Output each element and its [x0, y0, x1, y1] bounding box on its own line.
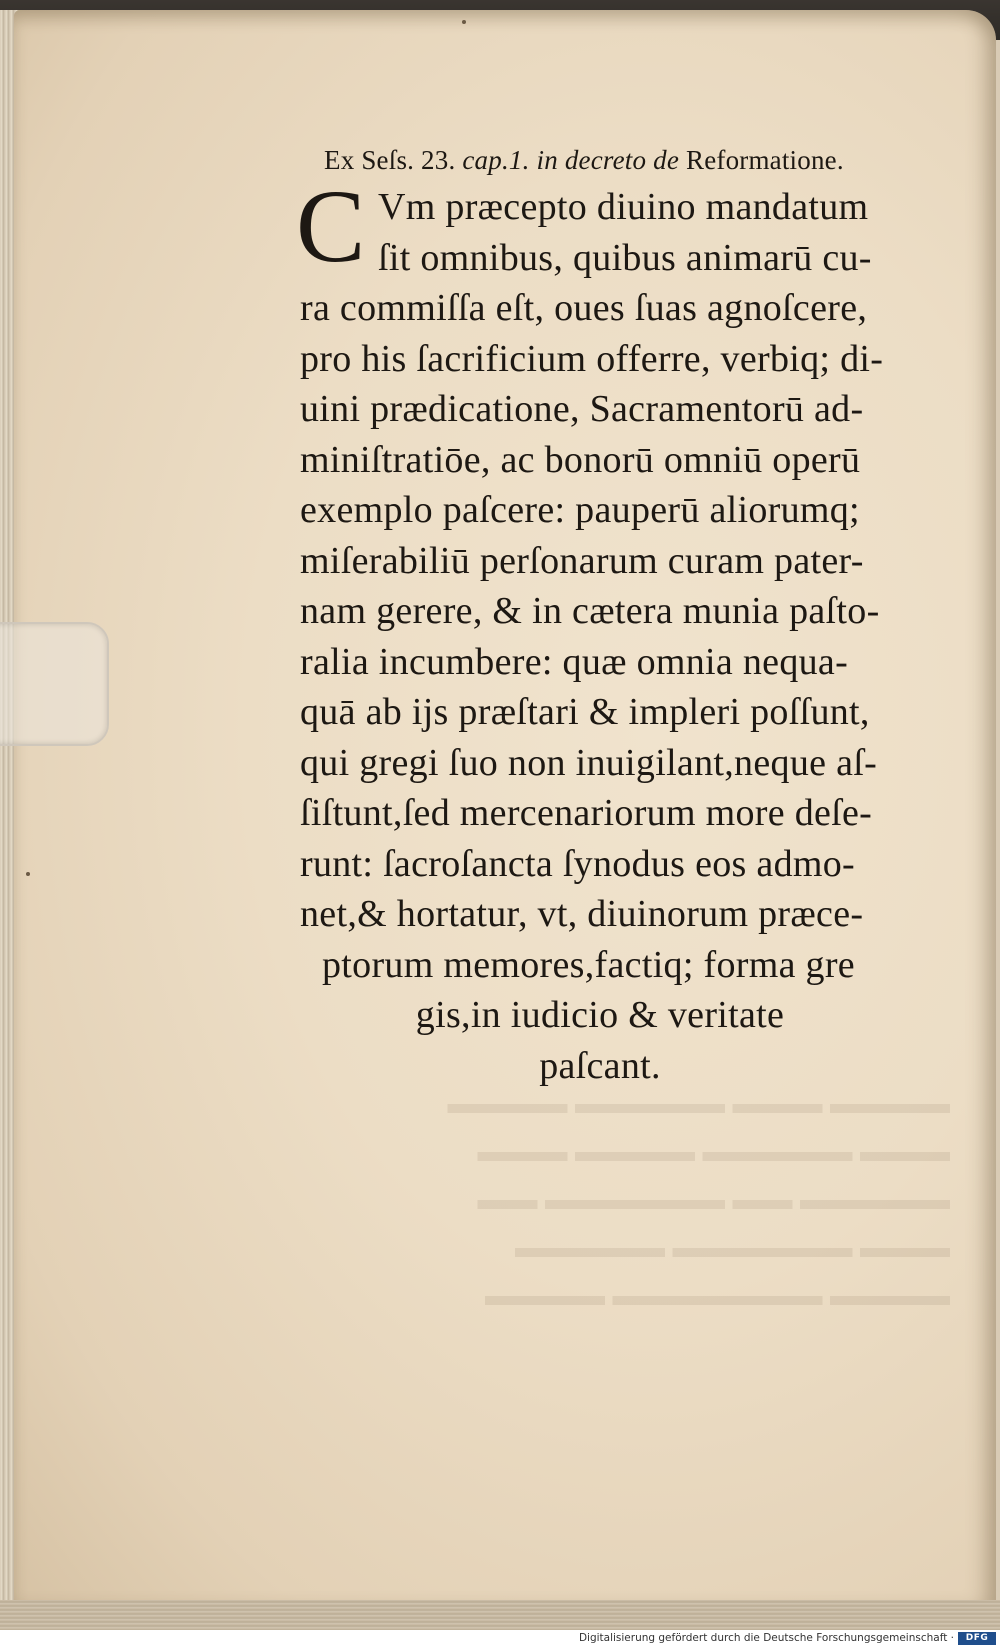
text-line: miniſtratiōe, ac bonorū omniū operū: [300, 438, 861, 481]
text-line: ptorum memores,factiq; forma gre: [322, 943, 855, 986]
body-paragraph: [296, 169, 960, 1091]
heading-italic: cap.1. in decreto de: [462, 145, 686, 175]
margin-mark: [26, 872, 30, 876]
heading-prefix: Ex Seſs. 23.: [324, 145, 463, 175]
text-line: uini prædicatione, Sacramentorū ad-: [300, 388, 864, 430]
page-edges-bottom: [0, 1600, 1000, 1630]
margin-mark: [462, 20, 466, 24]
text-line: quā ab ijs præſtari & impleri poſſunt,: [300, 691, 870, 733]
text-line: qui gregi ſuo non inuigilant,neque aſ-: [300, 741, 878, 784]
text-line: exemplo paſcere: pauperū aliorumq;: [300, 489, 860, 531]
text-line: miſerabiliū perſonarum curam pater-: [300, 539, 864, 582]
text-line: nam gerere, & in cætera munia paſto-: [300, 590, 880, 632]
text-line: net,& hortatur, vt, diuinorum præce-: [300, 893, 864, 935]
text-line: Vm præcepto diuino mandatum: [378, 186, 869, 228]
text-line: ſiſtunt,ſed mercenariorum more deſe-: [300, 792, 873, 834]
drop-capital: C: [296, 169, 366, 284]
reverse-side-show-through: ▬▬▬▬ ▬▬▬ ▬▬▬▬▬ ▬▬▬▬ ▬▬▬ ▬▬▬▬▬ ▬▬▬▬ ▬▬▬ ▬▬▬▬▬ ▬▬ ▬▬▬▬▬▬ ▬▬ ▬▬▬ ▬▬▬▬▬▬ ▬▬▬▬▬ ▬▬▬▬ ▬▬▬▬▬▬▬ ▬▬▬▬: [447, 1087, 950, 1312]
section-heading: [324, 140, 960, 180]
text-line: runt: ſacroſancta ſynodus eos admo-: [300, 842, 856, 885]
text-line: ra commiſſa eſt, oues ſuas agnoſcere,: [300, 287, 868, 329]
page-text: [296, 140, 960, 1091]
dfg-logo: DFG: [958, 1632, 996, 1645]
text-line: pro his ſacrificium offerre, verbiq; di-: [300, 337, 884, 380]
text-line: ralia incumbere: quæ omnia nequa-: [300, 640, 849, 683]
text-line: paſcant.: [539, 1044, 661, 1087]
text-line: ſit omnibus, quibus animarū cu-: [378, 236, 872, 279]
page-clip: [0, 622, 109, 746]
heading-suffix: Reformatione.: [686, 145, 844, 175]
digitization-credit: Digitalisierung gefördert durch die Deutsche Forschungsgemeinschaft ·: [578, 1632, 954, 1644]
text-line: gis,in iudicio & veritate: [415, 994, 785, 1036]
